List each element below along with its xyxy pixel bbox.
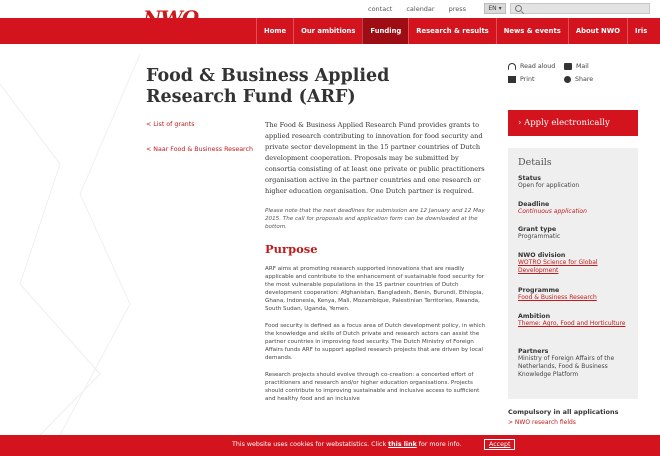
list-of-grants-link[interactable]: < List of grants bbox=[146, 121, 195, 128]
detail-value: Continuous application bbox=[518, 208, 587, 215]
top-link-press[interactable]: press bbox=[448, 5, 467, 13]
detail-label: Partners bbox=[518, 348, 549, 355]
purpose-paragraph: Food security is defined as a focus area of Dutch development policy, in which the knowledge and skills of Dutch private and research actors can assist the partner countries in improving food security. The Dutch Ministry of Foreign Affairs funds ARF to support applied research projects that are driven by local demands. bbox=[265, 323, 486, 361]
ambition-link[interactable]: Theme: Agro, Food and Horticulture bbox=[518, 320, 626, 327]
side-links bbox=[146, 121, 253, 171]
purpose-heading: Purpose bbox=[265, 242, 318, 256]
printer-icon bbox=[508, 76, 516, 83]
nav-news-events[interactable]: News & events bbox=[496, 18, 568, 44]
details-panel bbox=[508, 148, 638, 399]
search-icon[interactable] bbox=[515, 5, 522, 12]
nwo-research-fields-link[interactable]: > NWO research fields bbox=[508, 419, 576, 426]
details-title: Details bbox=[518, 157, 552, 168]
read-aloud-label: Read aloud bbox=[520, 63, 556, 70]
detail-value: Ministry of Foreign Affairs of the Netherlands, Food & Business Knowledge Platform bbox=[518, 355, 615, 378]
compulsory-section bbox=[508, 408, 648, 426]
envelope-icon bbox=[564, 63, 572, 70]
detail-label: Grant type bbox=[518, 226, 557, 233]
detail-label: Deadline bbox=[518, 201, 550, 208]
detail-programme bbox=[518, 287, 636, 302]
top-link-contact[interactable]: contact bbox=[368, 5, 393, 13]
language-select[interactable]: EN ▾ bbox=[484, 3, 506, 14]
page-tools bbox=[508, 63, 648, 89]
main-nav bbox=[0, 18, 660, 44]
top-bar bbox=[0, 0, 660, 18]
programme-link[interactable]: Food & Business Research bbox=[518, 294, 597, 301]
headphones-icon bbox=[508, 63, 516, 70]
detail-deadline bbox=[518, 201, 636, 216]
page-title: Food & Business Applied Research Fund (ARF) bbox=[146, 66, 390, 107]
print-label: Print bbox=[520, 76, 535, 83]
purpose-paragraph: ARF aims at promoting research supported innovations that are readily applicable and contribute to the enhancement of sustainable food security for the most vulnerable populations in the 15 partner countries of Dutch development cooperation: Afghanistan, Bangladesh, Benin, Burundi, Ethiopia, Ghana, Indonesia, Kenya, Mali, Mozambique, Palestinian Territories, Rwanda, South Sudan, Uganda, Yemen. bbox=[265, 266, 485, 312]
detail-partners bbox=[518, 348, 636, 379]
nav-research-results[interactable]: Research & results bbox=[408, 18, 495, 44]
share-button[interactable] bbox=[564, 76, 620, 83]
top-links bbox=[368, 5, 466, 13]
cookie-info-link[interactable]: this link bbox=[388, 441, 417, 448]
cookie-text: This website uses cookies for webstatistics. Click this link for more info. bbox=[232, 441, 462, 448]
detail-ambition bbox=[518, 313, 636, 328]
detail-value: Programmatic bbox=[518, 233, 561, 240]
food-business-research-link[interactable]: < Naar Food & Business Research bbox=[146, 146, 253, 153]
mail-button[interactable] bbox=[564, 63, 620, 70]
intro-text: The Food & Business Applied Research Fund provides grants to applied research contributing to innovation for food security and private sector development in the 15 partner countries of Dutch development cooperation. Proposals may be submitted by consortia consisting of at least one private or public practitioners organisation active in the partner countries and one research or higher education organisation. One Dutch partner is required. bbox=[265, 121, 485, 195]
detail-label: Programme bbox=[518, 287, 560, 294]
print-button[interactable] bbox=[508, 76, 564, 83]
detail-division bbox=[518, 252, 636, 275]
mail-label: Mail bbox=[576, 63, 589, 70]
share-icon bbox=[564, 76, 571, 83]
nav-our-ambitions[interactable]: Our ambitions bbox=[293, 18, 362, 44]
nav-about-nwo[interactable]: About NWO bbox=[568, 18, 627, 44]
detail-status bbox=[518, 175, 636, 190]
division-link[interactable]: WOTRO Science for Global Development bbox=[518, 259, 598, 274]
main-content bbox=[265, 120, 487, 403]
top-link-calendar[interactable]: calendar bbox=[406, 5, 435, 13]
accept-cookies-button[interactable]: Accept bbox=[484, 439, 515, 450]
detail-value: Open for application bbox=[518, 182, 580, 189]
apply-electronically-button[interactable]: › Apply electronically bbox=[508, 110, 638, 136]
nav-home[interactable]: Home bbox=[256, 18, 293, 44]
detail-label: Status bbox=[518, 175, 542, 182]
background-decoration bbox=[0, 44, 140, 435]
purpose-paragraph: Research projects should evolve through co-creation: a concerted effort of practitioners and research and/or higher education organisations. Projects should contribute to improving sustainable and inclusive access to sufficient and healthy food and an inclusive bbox=[265, 372, 480, 402]
nav-funding[interactable]: Funding bbox=[362, 18, 408, 44]
detail-label: Ambition bbox=[518, 313, 551, 320]
detail-label: NWO division bbox=[518, 252, 566, 259]
compulsory-heading: Compulsory in all applications bbox=[508, 408, 619, 416]
detail-grant-type bbox=[518, 226, 636, 241]
deadline-note: Please note that the next deadlines for submission are 12 January and 12 May 2015. The call for proposals and application form can be downloaded at the bottom. bbox=[265, 208, 485, 230]
cookie-bar bbox=[0, 435, 660, 456]
search-input[interactable] bbox=[510, 3, 650, 14]
share-label: Share bbox=[575, 76, 594, 83]
nav-iris[interactable]: Iris bbox=[627, 18, 654, 44]
read-aloud-button[interactable] bbox=[508, 63, 564, 70]
